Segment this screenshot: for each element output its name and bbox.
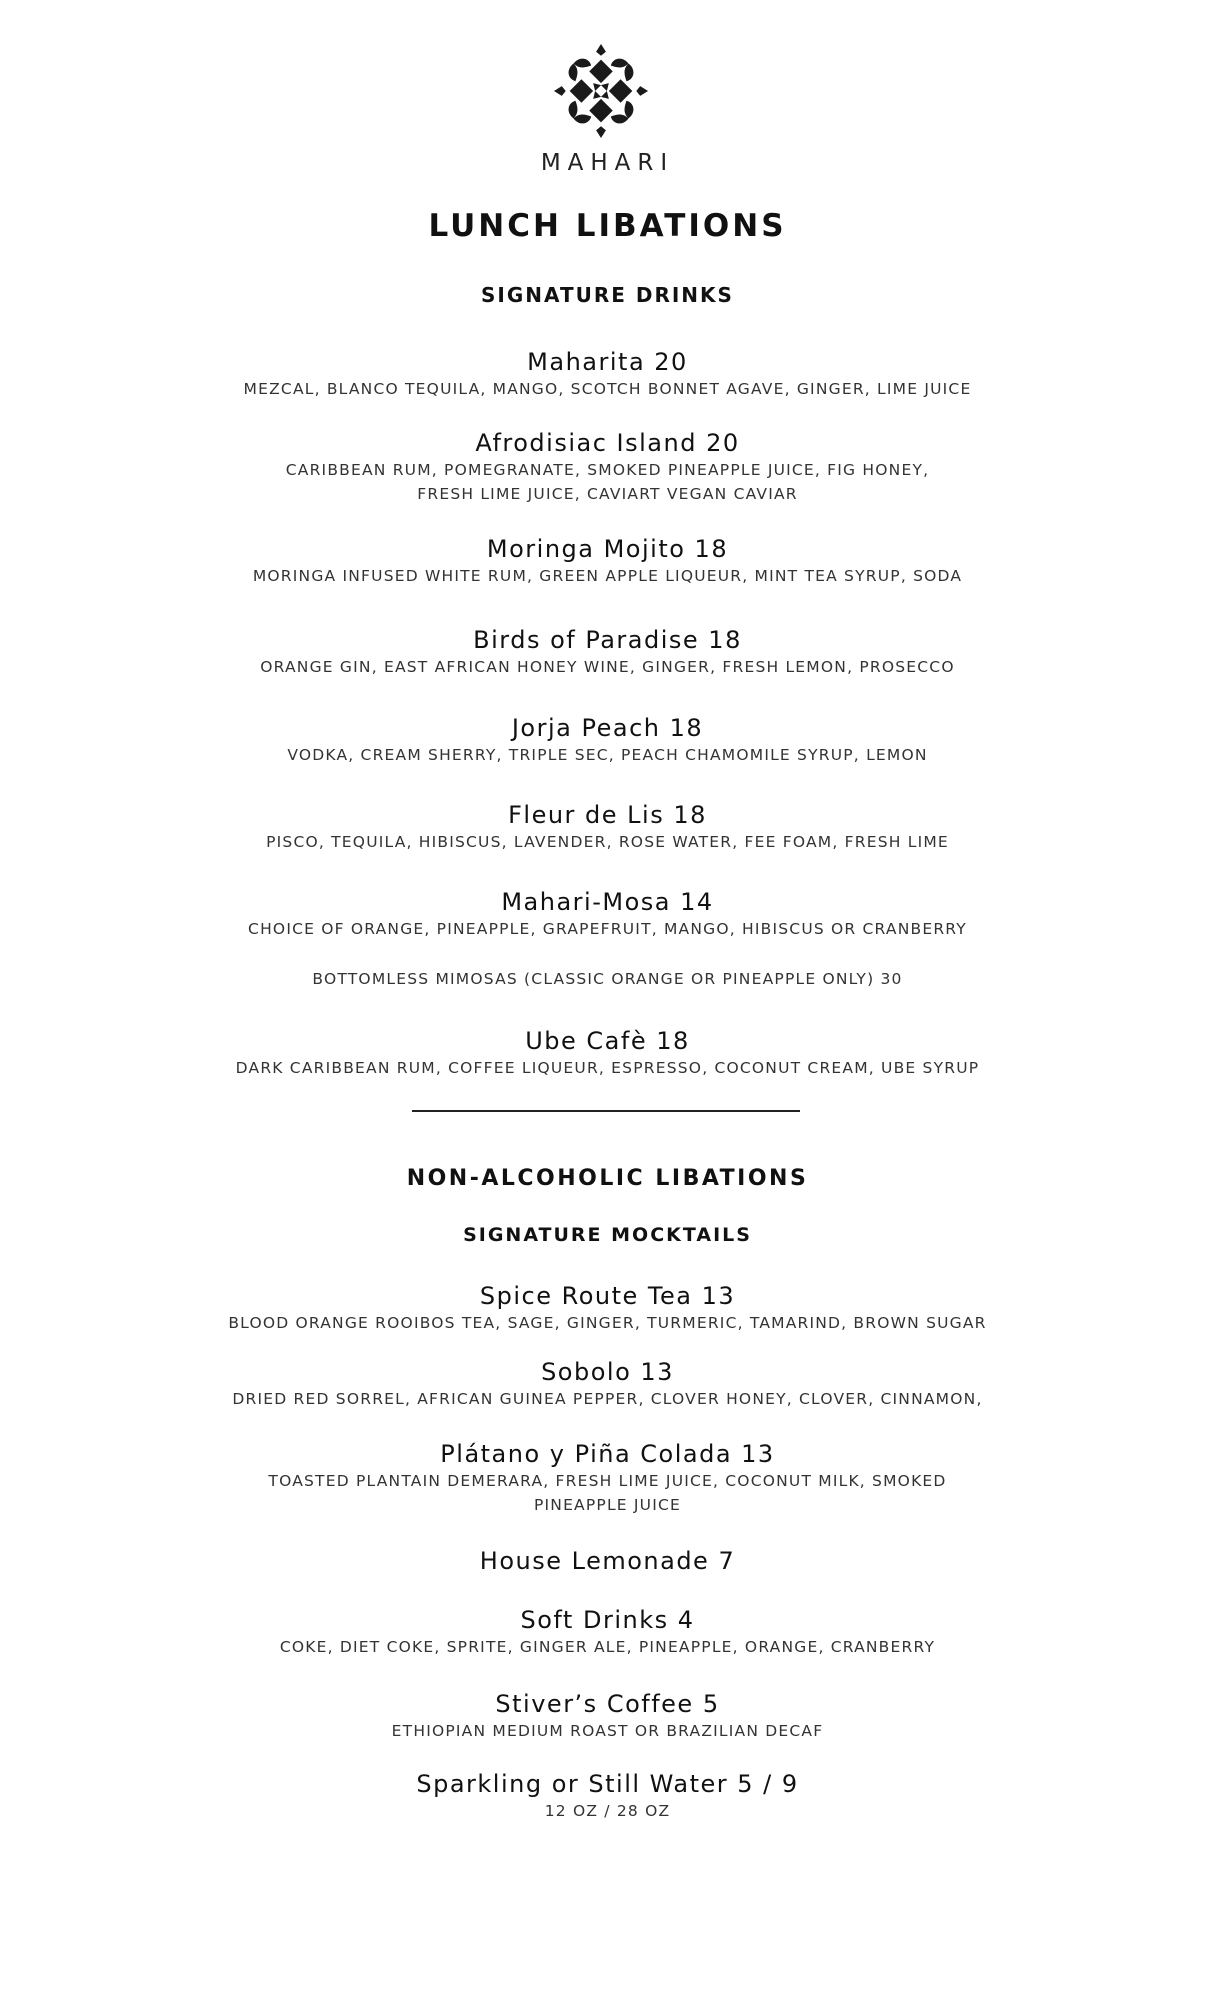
drink-item	[0, 347, 1215, 401]
page-title: LUNCH LIBATIONS	[428, 208, 787, 244]
drink-description: MORINGA INFUSED WHITE RUM, GREEN APPLE LIQUEUR, MINT TEA SYRUP, SODA	[252, 567, 963, 585]
drink-name: Fleur de Lis 18	[508, 801, 707, 829]
drink-name: Moringa Mojito 18	[486, 535, 729, 563]
drink-name: Mahari-Mosa 14	[501, 888, 714, 916]
drink-name: Jorja Peach 18	[511, 714, 704, 742]
brand-name: MAHARI	[540, 150, 675, 176]
mocktail-item	[0, 1605, 1215, 1659]
mocktail-item	[0, 1357, 1215, 1411]
drink-item	[0, 534, 1215, 588]
mahari-logo-icon	[552, 42, 650, 140]
mocktail-name: Sparkling or Still Water 5 / 9	[416, 1770, 799, 1798]
drink-description: PISCO, TEQUILA, HIBISCUS, LAVENDER, ROSE WATER, FEE FOAM, FRESH LIME	[266, 833, 949, 851]
non-alcoholic-heading: NON-ALCOHOLIC LIBATIONS	[406, 1166, 809, 1191]
mocktail-name: House Lemonade 7	[479, 1547, 736, 1575]
mocktail-name: Spice Route Tea 13	[479, 1282, 736, 1310]
mocktail-description: COKE, DIET COKE, SPRITE, GINGER ALE, PINEAPPLE, ORANGE, CRANBERRY	[279, 1638, 936, 1656]
drink-name: Ube Cafè 18	[525, 1027, 690, 1055]
drink-item	[0, 625, 1215, 679]
mocktail-description: TOASTED PLANTAIN DEMERARA, FRESH LIME JUICE, COCONUT MILK, SMOKED PINEAPPLE JUICE	[268, 1472, 947, 1514]
drink-description: CARIBBEAN RUM, POMEGRANATE, SMOKED PINEAPPLE JUICE, FIG HONEY, FRESH LIME JUICE, CAVIART VEGAN CAVIAR	[285, 461, 930, 503]
mocktail-item	[0, 1546, 1215, 1576]
mocktail-name: Sobolo 13	[541, 1358, 674, 1386]
drink-description: DARK CARIBBEAN RUM, COFFEE LIQUEUR, ESPRESSO, COCONUT CREAM, UBE SYRUP	[235, 1059, 980, 1077]
bottomless-mimosas-note: BOTTOMLESS MIMOSAS (CLASSIC ORANGE OR PINEAPPLE ONLY) 30	[312, 970, 903, 988]
signature-mocktails-heading: SIGNATURE MOCKTAILS	[463, 1224, 752, 1246]
mocktail-description: ETHIOPIAN MEDIUM ROAST OR BRAZILIAN DECAF	[391, 1722, 824, 1740]
drink-item	[0, 800, 1215, 854]
mocktail-item	[0, 1439, 1215, 1517]
mocktail-description: DRIED RED SORREL, AFRICAN GUINEA PEPPER, CLOVER HONEY, CLOVER, CINNAMON,	[232, 1390, 983, 1408]
drink-description: CHOICE OF ORANGE, PINEAPPLE, GRAPEFRUIT, MANGO, HIBISCUS OR CRANBERRY	[248, 920, 967, 938]
mocktail-name: Stiver’s Coffee 5	[495, 1690, 720, 1718]
mocktail-description: BLOOD ORANGE ROOIBOS TEA, SAGE, GINGER, TURMERIC, TAMARIND, BROWN SUGAR	[228, 1314, 987, 1332]
drink-description: VODKA, CREAM SHERRY, TRIPLE SEC, PEACH CHAMOMILE SYRUP, LEMON	[287, 746, 928, 764]
drink-item	[0, 428, 1215, 506]
mocktail-name: Plátano y Piña Colada 13	[440, 1440, 775, 1468]
drink-description: MEZCAL, BLANCO TEQUILA, MANGO, SCOTCH BONNET AGAVE, GINGER, LIME JUICE	[243, 380, 972, 398]
mocktail-name: Soft Drinks 4	[520, 1606, 695, 1634]
drink-item	[0, 713, 1215, 767]
mocktail-description: 12 OZ / 28 OZ	[544, 1802, 671, 1820]
drink-item	[0, 1026, 1215, 1080]
mocktail-item	[0, 1689, 1215, 1743]
drink-name: Maharita 20	[527, 348, 688, 376]
drink-name: Birds of Paradise 18	[473, 626, 742, 654]
drink-description: ORANGE GIN, EAST AFRICAN HONEY WINE, GINGER, FRESH LEMON, PROSECCO	[260, 658, 955, 676]
section-divider	[412, 1110, 800, 1112]
mocktail-item	[0, 1281, 1215, 1335]
drink-item	[0, 887, 1215, 941]
mocktail-item	[0, 1769, 1215, 1823]
signature-drinks-heading: SIGNATURE DRINKS	[481, 283, 734, 307]
drink-name: Afrodisiac Island 20	[475, 429, 740, 457]
